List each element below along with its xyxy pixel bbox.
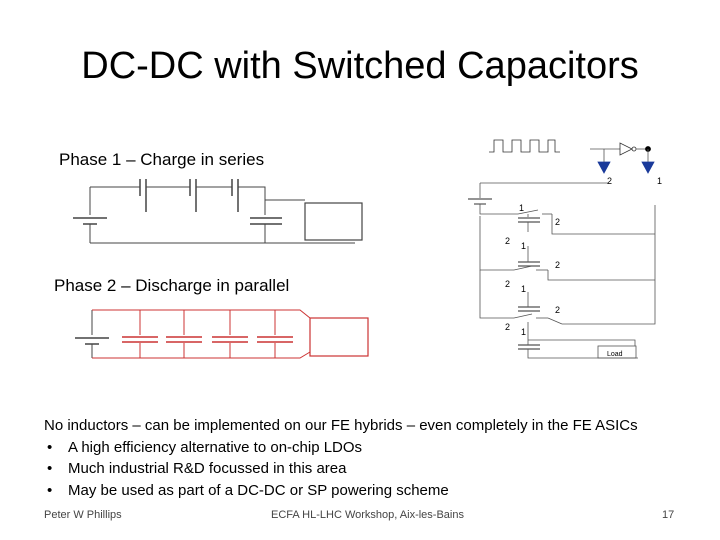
intro-text: No inductors – can be implemented on our FE hybrids – even completely in the FE ASICs <box>44 417 638 434</box>
switch-label: 1 <box>521 241 527 251</box>
switch-label: 2 <box>505 322 511 332</box>
bullet-icon: • <box>47 460 53 477</box>
phase-1-label: 1 <box>657 176 663 186</box>
switch-label: 1 <box>519 203 525 213</box>
footer-author: Peter W Phillips <box>44 509 122 521</box>
phase2-label: Phase 2 – Discharge in parallel <box>54 276 290 295</box>
list-item: • Much industrial R&D focussed in this area <box>44 458 704 480</box>
phase1-load <box>305 203 362 240</box>
switch-schematic <box>468 140 655 358</box>
switch-label: 1 <box>521 284 527 294</box>
bullet-icon: • <box>47 438 53 456</box>
clock-waveform-icon <box>489 140 560 152</box>
phase2-load <box>310 318 368 356</box>
bullet-icon: • <box>47 481 53 499</box>
switch-label: 1 <box>521 327 527 337</box>
page-number: 17 <box>662 509 675 521</box>
bullet-list <box>44 437 704 502</box>
switch-label: 2 <box>555 305 561 315</box>
phase1-circuit <box>73 179 362 243</box>
switch-label: 2 <box>555 260 561 270</box>
switch-label: 2 <box>505 279 511 289</box>
load-label: Load <box>607 351 623 358</box>
switch-3 <box>514 314 532 318</box>
phase-2-label: 2 <box>607 176 613 186</box>
list-item: • May be used as part of a DC-DC or SP powering scheme <box>44 480 704 502</box>
list-item: • A high efficiency alternative to on-chip LDOs <box>44 437 704 459</box>
switch-label: 2 <box>555 217 561 227</box>
switch-label: 2 <box>505 236 511 246</box>
phase2-arrow-icon <box>598 162 610 173</box>
phase1-label: Phase 1 – Charge in series <box>59 150 265 169</box>
phase1-arrow-icon <box>642 162 654 173</box>
inverter-icon <box>620 143 632 155</box>
footer-event: ECFA HL-LHC Workshop, Aix-les-Bains <box>271 509 464 521</box>
slide-title: DC-DC with Switched Capacitors <box>81 45 639 87</box>
phase2-circuit <box>75 310 368 358</box>
body-text <box>44 415 704 501</box>
